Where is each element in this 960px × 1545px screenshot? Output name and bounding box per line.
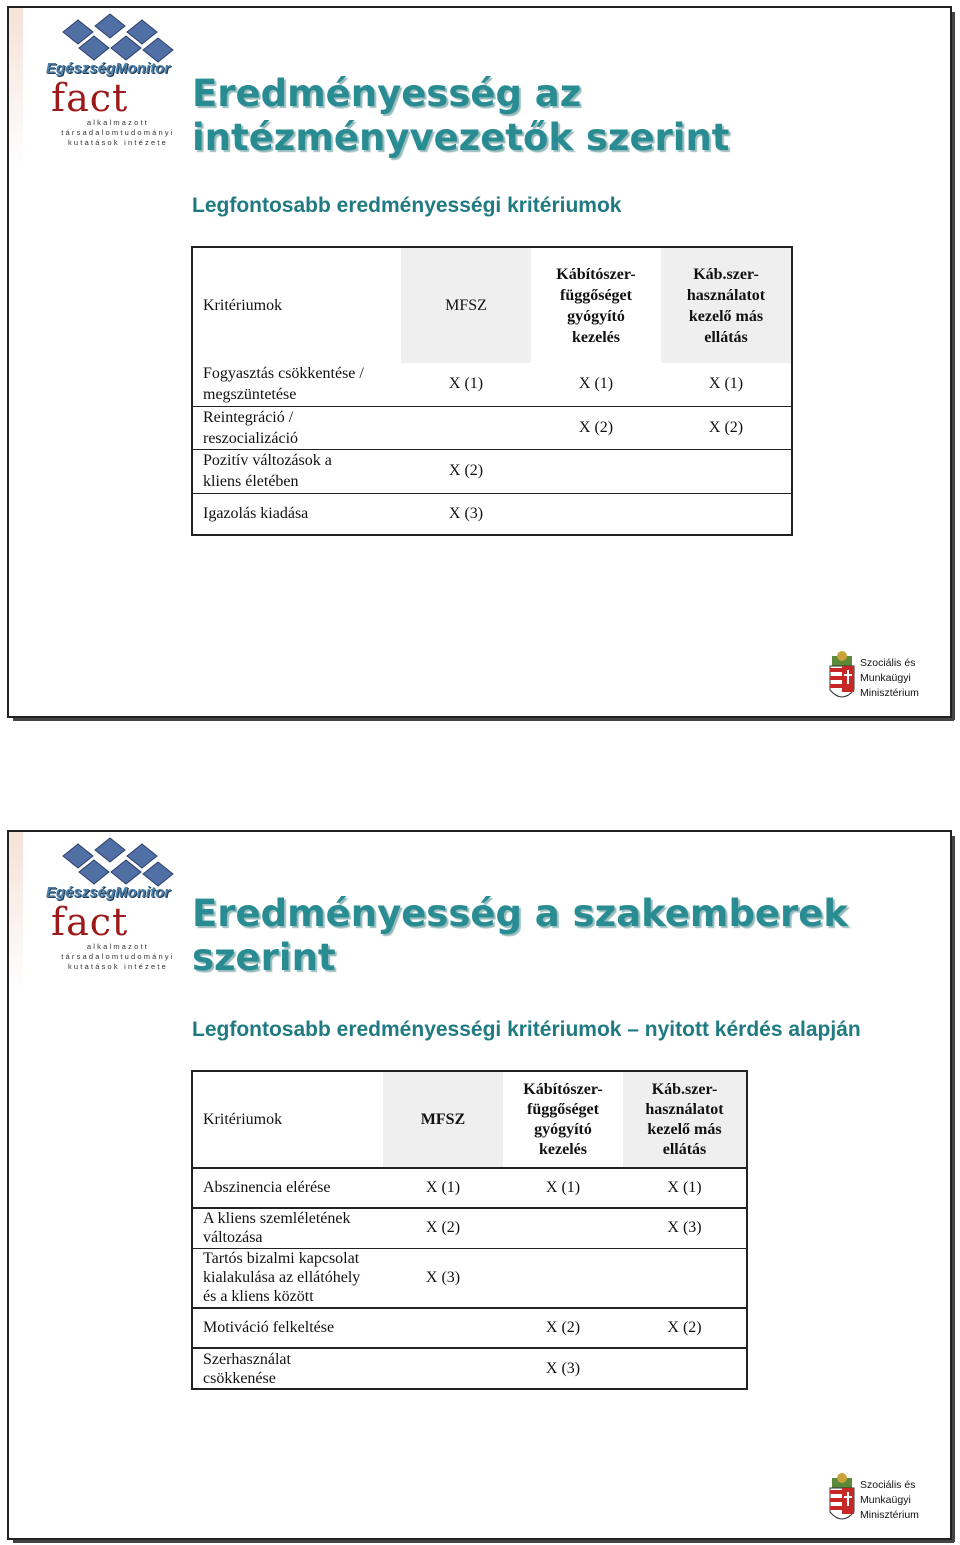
slide-subtitle: Legfontosabb eredményességi kritériumok – nyitott kérdés alapján [192,1018,861,1041]
logo-fact-text: fact [51,900,129,944]
slide-left-accent [9,8,23,168]
table-row: Abszinencia elérése X (1) X (1) X (1) [192,1168,747,1208]
table-header-row [192,247,792,363]
hungarian-coat-of-arms-icon [826,1470,858,1530]
criteria-table [191,1070,748,1390]
header-cell: Kritériumok [192,1071,383,1168]
table-header-row [192,1071,747,1168]
ministry-logo [826,1470,936,1532]
header-cell: Káb.szer- használatot kezelő más ellátás [661,247,792,363]
logo-fact-text: fact [51,76,129,120]
header-cell: Kábítószer- függőséget gyógyító kezelés [531,247,661,363]
logo-brand-text: EgészségMonitor [45,884,171,901]
logo-brand-text: EgészségMonitor [45,60,171,77]
slide-left-accent [9,832,23,992]
header-cell: Káb.szer- használatot kezelő más ellátás [623,1071,747,1168]
table-row: A kliens szemléletének változása X (2) X (3) [192,1208,747,1248]
ministry-logo [826,648,936,710]
header-cell: Kábítószer- függőséget gyógyító kezelés [503,1071,623,1168]
table-row: Motiváció felkeltése X (2) X (2) [192,1308,747,1348]
ministry-name: Szociális és Munkaügyi Minisztérium [860,657,919,699]
header-cell: MFSZ [383,1071,503,1168]
slide-subtitle: Legfontosabb eredményességi kritériumok [192,194,622,217]
logo-subtitle: alkalmazott társadalomtudományi kutatások intézete [61,118,175,147]
logo-subtitle: alkalmazott társadalomtudományi kutatások intézete [61,942,175,971]
egeszsegmonitor-fact-logo [23,836,193,976]
ministry-name: Szociális és Munkaügyi Minisztérium [860,1479,919,1521]
slide-2 [7,830,952,1540]
criteria-table [191,246,793,536]
slide-title: Eredményesség a szakemberek szerint [192,892,848,979]
header-cell: Kritériumok [192,247,401,363]
header-cell: MFSZ [401,247,531,363]
table-row: Fogyasztás csökkentése / megszüntetése X (1) X (1) X (1) [192,363,792,406]
table-row: Tartós bizalmi kapcsolat kialakulása az ellátóhely és a kliens között X (3) [192,1248,747,1308]
table-row: Pozitív változások a kliens életében X (2) [192,449,792,493]
table-row: Reintegráció / reszocializáció X (2) X (2) [192,406,792,449]
slide-1 [7,6,952,718]
table-row: Szerhasználat csökkenése X (3) [203,1350,581,1387]
slide-title: Eredményesség az intézményvezetők szerint [192,72,730,159]
egeszsegmonitor-fact-logo [23,12,193,152]
table-row: Igazolás kiadása X (3) [203,504,484,522]
hungarian-coat-of-arms-icon [826,648,858,708]
